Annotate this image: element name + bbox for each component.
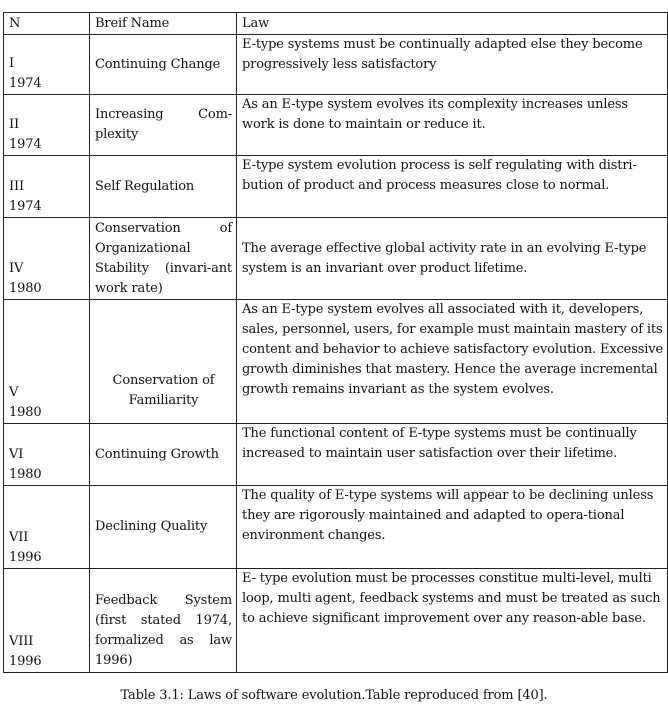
table-row: [4, 156, 668, 218]
table-row: [4, 569, 668, 673]
law-year: 1974: [9, 199, 42, 214]
law-text: The quality of E-type systems will appear to be declining unless they are rigorously maintained and adapted to opera-tional environment changes.: [237, 486, 668, 569]
law-year: 1996: [9, 550, 42, 565]
law-number-cell: [4, 300, 90, 424]
law-number: VII: [9, 530, 29, 545]
law-year: 1974: [9, 76, 42, 91]
law-number: V: [9, 385, 19, 400]
law-number-cell: [4, 35, 90, 95]
law-text: E-type systems must be continually adapted else they become progressively less satisfactory: [237, 35, 668, 95]
header-n: N: [4, 13, 90, 35]
law-number: II: [9, 117, 19, 132]
law-year: 1980: [9, 405, 42, 420]
law-number-cell: [4, 424, 90, 486]
law-name: Continuing Growth: [90, 424, 237, 486]
law-year: 1996: [9, 654, 42, 669]
law-number: III: [9, 179, 24, 194]
table-row: [4, 300, 668, 424]
law-year: 1980: [9, 467, 42, 482]
law-name: Declining Quality: [90, 486, 237, 569]
header-law: Law: [237, 13, 668, 35]
law-number: VI: [9, 447, 24, 462]
header-brief-name: Breif Name: [90, 13, 237, 35]
law-number-cell: [4, 218, 90, 300]
table-row: [4, 424, 668, 486]
law-number: IV: [9, 261, 24, 276]
table-row: [4, 95, 668, 156]
law-text: E-type system evolution process is self regulating with distri-bution of product and process measures close to normal.: [237, 156, 668, 218]
law-number-cell: [4, 486, 90, 569]
law-name: Feedback System (first stated 1974, formalized as law 1996): [90, 569, 237, 673]
law-name: Self Regulation: [90, 156, 237, 218]
table-row: [4, 486, 668, 569]
law-number-cell: [4, 156, 90, 218]
law-name: Conservation of Familiarity: [90, 300, 237, 424]
law-number-cell: [4, 95, 90, 156]
law-text: The functional content of E-type systems must be continually increased to maintain user satisfaction over their lifetime.: [237, 424, 668, 486]
law-text: E- type evolution must be processes constitue multi-level, multi loop, multi agent, feedback systems and must be treated as such to achieve significant improvement over any reason-able base.: [237, 569, 668, 673]
table-row: [4, 218, 668, 300]
law-year: 1980: [9, 281, 42, 296]
law-number: I: [9, 56, 14, 71]
law-text: As an E-type system evolves its complexity increases unless work is done to maintain or reduce it.: [237, 95, 668, 156]
law-text: As an E-type system evolves all associated with it, developers, sales, personnel, users, for example must maintain mastery of its content and behavior to achieve satisfactory evolution. Excessive growth diminishes that mastery. Hence the average incremental growth remains invariant as the system evolves.: [237, 300, 668, 424]
law-year: 1974: [9, 137, 42, 152]
laws-table: [3, 12, 668, 673]
law-number-cell: [4, 569, 90, 673]
table-row: [4, 35, 668, 95]
law-text: The average effective global activity rate in an evolving E-type system is an invariant over product lifetime.: [237, 218, 668, 300]
table-caption: Table 3.1: Laws of software evolution.Table reproduced from [40].: [120, 688, 548, 703]
law-name: Continuing Change: [90, 35, 237, 95]
table-header-row: [4, 13, 668, 35]
law-name: Increasing Com-plexity: [90, 95, 237, 156]
law-number: VIII: [9, 634, 34, 649]
law-name: Conservation of Organizational Stability (invari-ant work rate): [90, 218, 237, 300]
